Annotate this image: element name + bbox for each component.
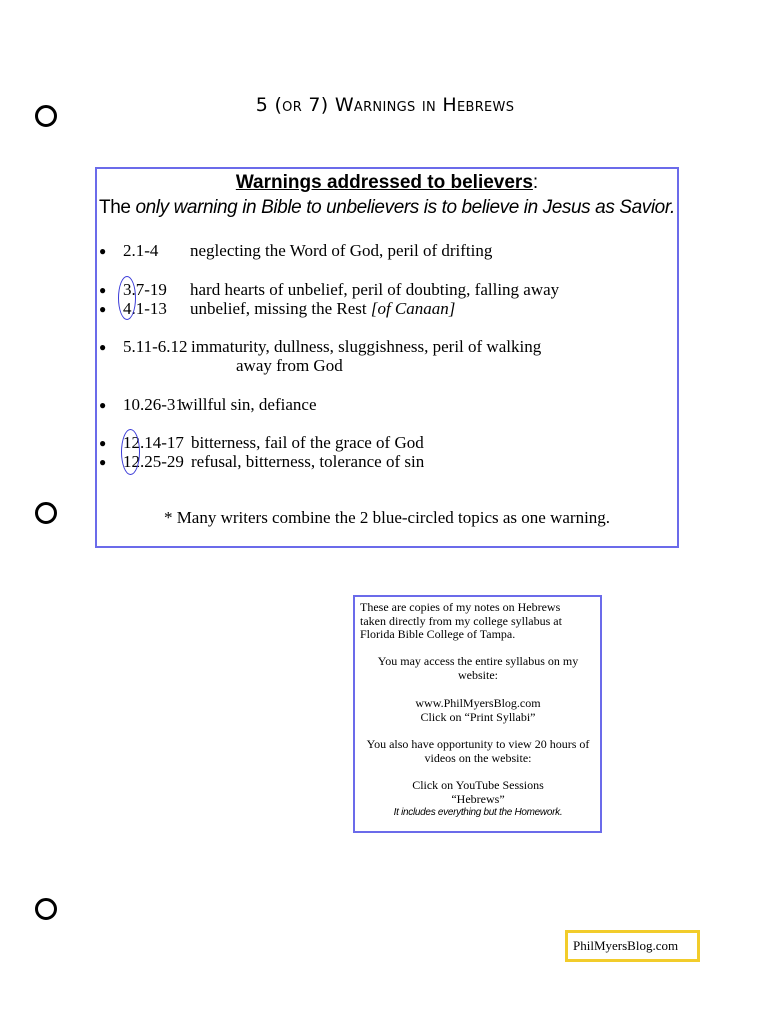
warning-desc: refusal, bitterness, tolerance of sin: [191, 452, 425, 471]
warnings-box: [95, 167, 679, 548]
info-line: “Hebrews”: [451, 791, 505, 806]
info-paragraph-intro: [360, 601, 596, 642]
info-box: [353, 595, 602, 833]
warning-ref: 12.14-17: [123, 433, 184, 452]
warning-desc-continued: away from God: [236, 356, 343, 375]
warning-ref: 2.1-4: [123, 241, 159, 260]
info-line: Florida Bible College of Tampa.: [360, 627, 516, 641]
warnings-heading: [95, 172, 679, 194]
warning-desc: [190, 299, 455, 319]
bullet-icon: ●: [99, 283, 107, 297]
binder-hole-bottom: [35, 898, 57, 920]
warning-desc: hard hearts of unbelief, peril of doubting, falling away: [190, 280, 560, 299]
info-line: website:: [458, 667, 498, 682]
warnings-heading-text: Warnings addressed to believers: [235, 172, 533, 193]
website-url: www.PhilMyersBlog.com: [415, 696, 541, 710]
info-paragraph-website: [360, 697, 596, 724]
warning-desc: bitterness, fail of the grace of God: [191, 433, 424, 452]
bullet-icon: ●: [99, 455, 107, 469]
warning-desc: neglecting the Word of God, peril of drifting: [190, 241, 493, 260]
footnote: * Many writers combine the 2 blue-circled topics as one warning.: [163, 508, 611, 527]
page-title: 5 (or 7) Warnings in Hebrews: [255, 94, 515, 116]
warning-ref: 4.1-13: [123, 299, 167, 318]
info-line: videos on the website:: [424, 750, 532, 765]
info-line: You may access the entire syllabus on my: [377, 654, 579, 668]
warnings-heading-colon: :: [532, 172, 539, 193]
warning-desc-italic: [of Canaan]: [370, 299, 456, 318]
bullet-icon: ●: [99, 340, 107, 354]
warning-ref: 5.11-6.12: [123, 337, 188, 356]
subheading-italic: only warning in Bible to unbelievers is to believe in Jesus as Savior.: [135, 197, 675, 218]
warning-desc: immaturity, dullness, sluggishness, peril of walking: [191, 337, 542, 356]
warning-ref: 12.25-29: [123, 452, 184, 471]
blue-circle-mark: [118, 276, 136, 320]
info-line: These are copies of my notes on Hebrews: [360, 600, 561, 614]
info-paragraph-access: [360, 655, 596, 682]
blue-circle-mark: [121, 429, 140, 475]
bullet-icon: ●: [99, 398, 107, 412]
info-line: taken directly from my college syllabus at: [360, 613, 562, 628]
info-paragraph-youtube: [360, 779, 596, 820]
subheading-lead: The: [99, 197, 136, 218]
info-line: You also have opportunity to view 20 hours of: [366, 737, 590, 751]
info-line: Click on YouTube Sessions: [412, 778, 544, 792]
warnings-subheading: [95, 197, 679, 219]
bullet-icon: ●: [99, 302, 107, 316]
info-note: It includes everything but the Homework.: [393, 807, 563, 818]
warning-ref: 3.7-19: [123, 280, 167, 299]
binder-hole-middle: [35, 502, 57, 524]
warning-desc: willful sin, defiance: [181, 395, 317, 414]
site-badge: PhilMyersBlog.com: [565, 930, 700, 962]
warning-ref: 10.26-31: [123, 395, 184, 414]
info-paragraph-videos: [360, 738, 596, 765]
bullet-icon: ●: [99, 244, 107, 258]
warning-desc-text: unbelief, missing the Rest: [190, 299, 371, 318]
bullet-icon: ●: [99, 436, 107, 450]
info-line: Click on “Print Syllabi”: [420, 709, 536, 724]
